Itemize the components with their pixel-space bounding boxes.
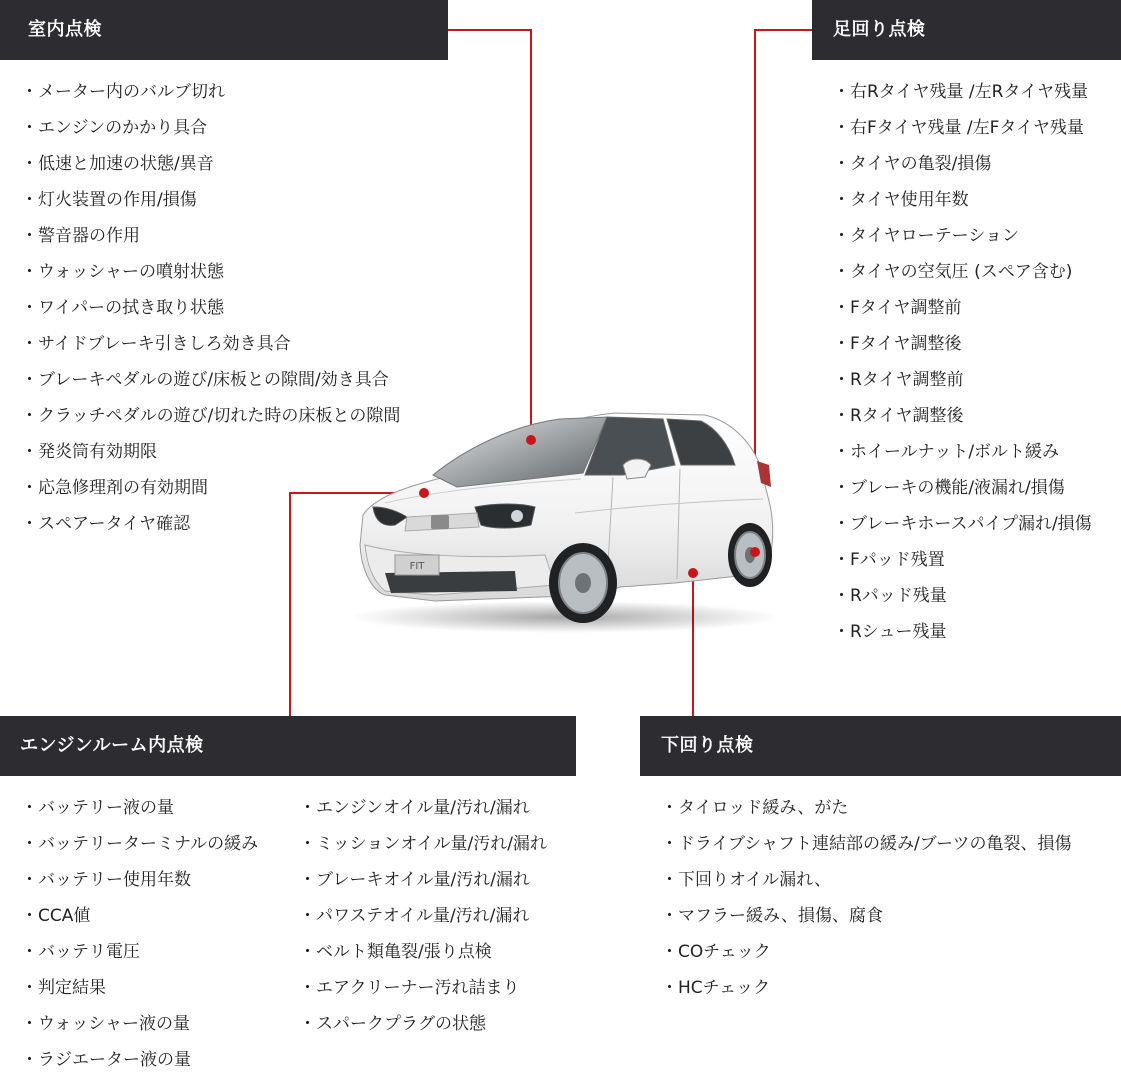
inspection-item: ・ スペアータイヤ確認 — [21, 506, 400, 542]
inspection-item: ・ Rタイヤ調整前 — [833, 362, 1092, 398]
inspection-item: ・ ウォッシャーの噴射状態 — [21, 254, 400, 290]
inspection-item: ・ ブレーキの機能/液漏れ/損傷 — [833, 470, 1092, 506]
engine-room-inspection-list-2 — [299, 790, 547, 1042]
inspection-item: ・ 灯火装置の作用/損傷 — [21, 182, 400, 218]
dot-engine — [419, 488, 429, 498]
inspection-item: ・ 下回りオイル漏れ、 — [661, 862, 1072, 898]
interior-inspection-header: 室内点検 — [0, 0, 448, 60]
inspection-item: ・ バッテリ電圧 — [21, 934, 258, 970]
inspection-item: ・ ベルト類亀裂/張り点検 — [299, 934, 547, 970]
inspection-item: ・ ホイールナット/ボルト緩み — [833, 434, 1092, 470]
inspection-item: ・ COチェック — [661, 934, 1072, 970]
engine-room-inspection-header: エンジンルーム内点検 — [0, 716, 576, 776]
inspection-item: ・ バッテリー使用年数 — [21, 862, 258, 898]
inspection-item: ・ メーター内のバルブ切れ — [21, 74, 400, 110]
inspection-item: ・ タイヤ使用年数 — [833, 182, 1092, 218]
dot-interior — [526, 435, 536, 445]
inspection-item: ・ Rシュー残量 — [833, 614, 1092, 650]
inspection-item: ・ タイヤの亀裂/損傷 — [833, 146, 1092, 182]
inspection-item: ・ ワイパーの拭き取り状態 — [21, 290, 400, 326]
inspection-item: ・ Rパッド残量 — [833, 578, 1092, 614]
inspection-item: ・ Rタイヤ調整後 — [833, 398, 1092, 434]
inspection-item: ・ エアクリーナー汚れ詰まり — [299, 970, 547, 1006]
inspection-item: ・ ブレーキペダルの遊び/床板との隙間/効き具合 — [21, 362, 400, 398]
dot-foot — [750, 547, 760, 557]
inspection-item: ・ ブレーキオイル量/汚れ/漏れ — [299, 862, 547, 898]
inspection-item: ・ Fパッド残置 — [833, 542, 1092, 578]
inspection-item: ・ 低速と加速の状態/異音 — [21, 146, 400, 182]
suspension-inspection-list — [833, 74, 1092, 650]
inspection-item: ・ ラジエーター液の量 — [21, 1042, 258, 1078]
inspection-item: ・ マフラー緩み、損傷、腐食 — [661, 898, 1072, 934]
underbody-inspection-header: 下回り点検 — [640, 716, 1121, 776]
suspension-inspection-header: 足回り点検 — [812, 0, 1121, 60]
inspection-item: ・ 発炎筒有効期限 — [21, 434, 400, 470]
inspection-item: ・ エンジンオイル量/汚れ/漏れ — [299, 790, 547, 826]
underbody-inspection-list — [661, 790, 1072, 1006]
inspection-item: ・ バッテリーターミナルの緩み — [21, 826, 258, 862]
interior-inspection-list — [21, 74, 400, 542]
inspection-item: ・ ブレーキホースパイプ漏れ/損傷 — [833, 506, 1092, 542]
inspection-item: ・ ウォッシャー液の量 — [21, 1006, 258, 1042]
inspection-item: ・ 応急修理剤の有効期間 — [21, 470, 400, 506]
license-plate-text: FIT — [409, 561, 425, 572]
inspection-item: ・ ドライブシャフト連結部の緩み/ブーツの亀裂、損傷 — [661, 826, 1072, 862]
inspection-item: ・ クラッチペダルの遊び/切れた時の床板との隙間 — [21, 398, 400, 434]
inspection-item: ・ バッテリー液の量 — [21, 790, 258, 826]
dot-under — [688, 568, 698, 578]
inspection-item: ・ エンジンのかかり具合 — [21, 110, 400, 146]
inspection-item: ・ ミッションオイル量/汚れ/漏れ — [299, 826, 547, 862]
inspection-item: ・ スパークプラグの状態 — [299, 1006, 547, 1042]
inspection-item: ・ Fタイヤ調整前 — [833, 290, 1092, 326]
inspection-item: ・ タイロッド緩み、がた — [661, 790, 1072, 826]
inspection-item: ・ 判定結果 — [21, 970, 258, 1006]
inspection-item: ・ 警音器の作用 — [21, 218, 400, 254]
inspection-item: ・ HCチェック — [661, 970, 1072, 1006]
inspection-item: ・ 右Rタイヤ残量 /左Rタイヤ残量 — [833, 74, 1092, 110]
inspection-item: ・ タイヤローテーション — [833, 218, 1092, 254]
inspection-item: ・ サイドブレーキ引きしろ効き具合 — [21, 326, 400, 362]
inspection-item: ・ 右Fタイヤ残量 /左Fタイヤ残量 — [833, 110, 1092, 146]
inspection-item: ・ Fタイヤ調整後 — [833, 326, 1092, 362]
inspection-item: ・ パワステオイル量/汚れ/漏れ — [299, 898, 547, 934]
engine-room-inspection-list-1 — [21, 790, 258, 1078]
inspection-item: ・ タイヤの空気圧 (スペア含む) — [833, 254, 1092, 290]
inspection-item: ・ CCA値 — [21, 898, 258, 934]
